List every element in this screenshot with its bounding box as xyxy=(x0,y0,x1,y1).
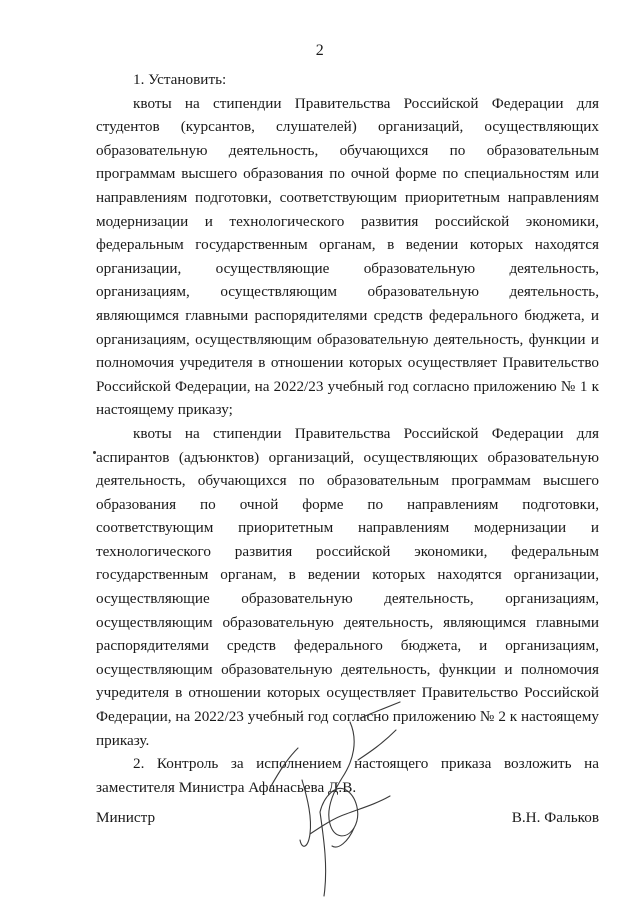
signer-name: В.Н. Фальков xyxy=(511,809,599,826)
clause-2-paragraph: 2. Контроль за исполнением настоящего приказа возложить на заместителя Министра Афанасьева Д.В. xyxy=(96,755,599,796)
page-number: 2 xyxy=(315,42,325,59)
student-quota-paragraph: квоты на стипендии Правительства Российской Федерации для студентов (курсантов, слушателей) организаций, осуществляющих образовательную деятельность, обучающихся по образовательным программам высшего образования по очной форме по специальностям или направлениям подготовки, соответствующим приоритетным направлениям модернизации и технологического развития российской экономики, федеральным государственным органам, в ведении которых находятся организации, осуществляющие образовательную деятельность, организациям, осуществляющим образовательную деятельность, являющимся главными распорядителями средств федерального бюджета, и организациям, осуществляющим образовательную деятельность, функции и полномочия учредителя в отношении которых осуществляет Правительство Российской Федерации, на 2022/23 учебный год согласно приложению № 1 к настоящему приказу; xyxy=(96,94,599,419)
margin-dot xyxy=(93,451,96,454)
clause-1-heading: 1. Установить: xyxy=(133,71,227,88)
signer-position: Министр xyxy=(96,809,156,826)
postgraduate-quota-paragraph: квоты на стипендии Правительства Российской Федерации для аспирантов (адъюнктов) организаций, осуществляющих образовательную деятельность, обучающихся по образовательным программам высшего образования по очной форме по направлениям подготовки, соответствующим приоритетным направлениям модернизации и технологического развития российской экономики, федеральным государственным органам, в ведении которых находятся организации, осуществляющие образовательную деятельность, организациям, осуществляющим образовательную деятельность, являющимся главными распорядителями средств федерального бюджета, и организациям, осуществляющим образовательную деятельность, функции и полномочия учредителя в отношении которых осуществляет Правительство Российской Федерации, на 2022/23 учебный год согласно приложению № 2 к настоящему приказу. xyxy=(96,424,599,749)
order-body xyxy=(96,68,599,799)
